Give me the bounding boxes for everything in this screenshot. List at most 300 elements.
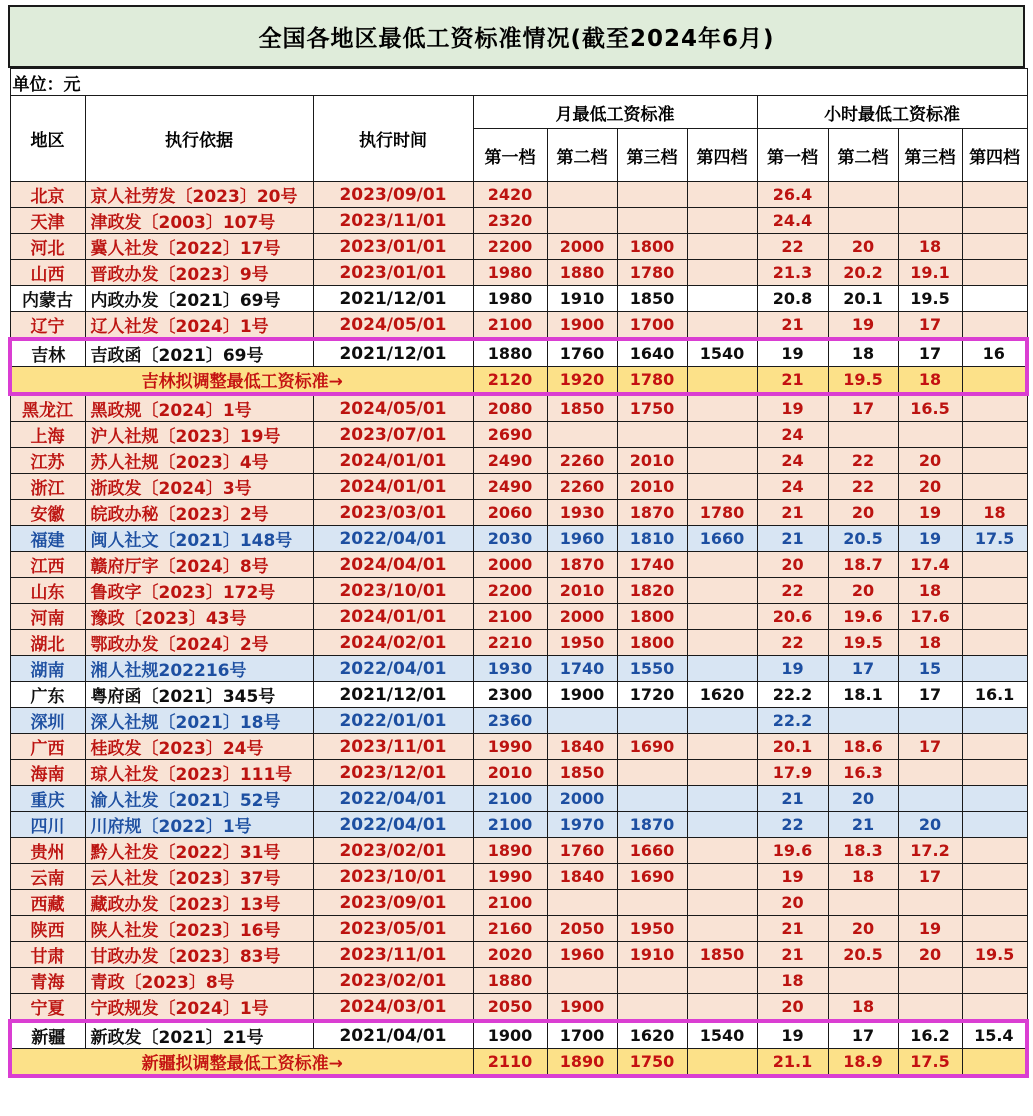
hourly-tier-1-cell: 21 <box>757 916 828 942</box>
monthly-tier-4-cell <box>687 260 757 286</box>
monthly-tier-1-cell: 2490 <box>473 448 547 474</box>
monthly-tier-3-cell <box>617 968 687 994</box>
monthly-tier-3-cell: 1660 <box>617 838 687 864</box>
hourly-tier-2-cell: 17 <box>828 394 898 422</box>
monthly-tier-1-cell: 1930 <box>473 656 547 682</box>
monthly-tier-2-cell: 1760 <box>547 838 617 864</box>
monthly-tier-1-cell: 1980 <box>473 260 547 286</box>
hourly-tier-3-cell: 17.5 <box>898 1049 962 1077</box>
hourly-tier-4-cell <box>962 208 1027 234</box>
monthly-tier-4-cell: 1780 <box>687 500 757 526</box>
region-cell: 贵州 <box>10 838 85 864</box>
monthly-tier-2-cell: 1840 <box>547 864 617 890</box>
hourly-tier-2-cell: 20 <box>828 916 898 942</box>
hourly-tier-1-cell: 20.6 <box>757 604 828 630</box>
basis-cell: 晋政办发〔2023〕9号 <box>85 260 313 286</box>
hourly-tier-1-cell: 19.6 <box>757 838 828 864</box>
monthly-tier-4-cell <box>687 312 757 340</box>
header-basis: 执行依据 <box>85 96 313 182</box>
monthly-tier-2-cell <box>547 890 617 916</box>
date-cell: 2023/07/01 <box>313 422 473 448</box>
table-row <box>10 208 1027 234</box>
date-cell: 2021/04/01 <box>313 1021 473 1049</box>
hourly-tier-3-cell: 17.4 <box>898 552 962 578</box>
table-row <box>10 734 1027 760</box>
table-row <box>10 916 1027 942</box>
header-hourly-tier-3: 第三档 <box>898 129 962 182</box>
hourly-tier-4-cell <box>962 864 1027 890</box>
monthly-tier-3-cell: 1870 <box>617 500 687 526</box>
hourly-tier-3-cell: 19.1 <box>898 260 962 286</box>
monthly-tier-2-cell: 2000 <box>547 786 617 812</box>
monthly-tier-4-cell <box>687 1049 757 1077</box>
hourly-tier-3-cell: 18 <box>898 578 962 604</box>
date-cell: 2024/04/01 <box>313 552 473 578</box>
monthly-tier-3-cell: 1750 <box>617 1049 687 1077</box>
basis-cell: 皖政办秘〔2023〕2号 <box>85 500 313 526</box>
region-cell: 四川 <box>10 812 85 838</box>
table-row <box>10 994 1027 1022</box>
monthly-tier-3-cell <box>617 890 687 916</box>
hourly-tier-3-cell: 20 <box>898 448 962 474</box>
hourly-tier-1-cell: 20 <box>757 890 828 916</box>
hourly-tier-2-cell: 22 <box>828 448 898 474</box>
header-region: 地区 <box>10 96 85 182</box>
monthly-tier-2-cell: 1930 <box>547 500 617 526</box>
hourly-tier-3-cell <box>898 182 962 208</box>
adjust-row <box>10 1049 1027 1077</box>
monthly-tier-3-cell: 1690 <box>617 734 687 760</box>
monthly-tier-2-cell <box>547 208 617 234</box>
hourly-tier-4-cell: 15.4 <box>962 1021 1027 1049</box>
basis-cell: 苏人社规〔2023〕4号 <box>85 448 313 474</box>
hourly-tier-1-cell: 19 <box>757 1021 828 1049</box>
monthly-tier-4-cell <box>687 630 757 656</box>
monthly-tier-2-cell: 1700 <box>547 1021 617 1049</box>
monthly-tier-2-cell: 1910 <box>547 286 617 312</box>
monthly-tier-3-cell <box>617 208 687 234</box>
date-cell: 2023/12/01 <box>313 760 473 786</box>
hourly-tier-4-cell: 17.5 <box>962 526 1027 552</box>
monthly-tier-3-cell: 1700 <box>617 312 687 340</box>
monthly-tier-2-cell: 2010 <box>547 578 617 604</box>
basis-cell: 深人社规〔2021〕18号 <box>85 708 313 734</box>
region-cell: 海南 <box>10 760 85 786</box>
monthly-tier-1-cell: 1990 <box>473 734 547 760</box>
monthly-tier-3-cell: 1810 <box>617 526 687 552</box>
monthly-tier-1-cell: 2300 <box>473 682 547 708</box>
date-cell: 2024/05/01 <box>313 394 473 422</box>
hourly-tier-3-cell: 19.5 <box>898 286 962 312</box>
date-cell: 2022/04/01 <box>313 526 473 552</box>
region-cell: 山东 <box>10 578 85 604</box>
monthly-tier-1-cell: 2200 <box>473 578 547 604</box>
monthly-tier-1-cell: 2080 <box>473 394 547 422</box>
monthly-tier-3-cell <box>617 786 687 812</box>
monthly-tier-4-cell <box>687 394 757 422</box>
region-cell: 山西 <box>10 260 85 286</box>
hourly-tier-1-cell: 21 <box>757 312 828 340</box>
date-cell: 2024/01/01 <box>313 604 473 630</box>
date-cell: 2023/11/01 <box>313 208 473 234</box>
region-cell: 北京 <box>10 182 85 208</box>
hourly-tier-4-cell <box>962 812 1027 838</box>
hourly-tier-1-cell: 24 <box>757 474 828 500</box>
hourly-tier-2-cell: 21 <box>828 812 898 838</box>
date-cell: 2023/03/01 <box>313 500 473 526</box>
hourly-tier-1-cell: 21 <box>757 500 828 526</box>
table-row <box>10 656 1027 682</box>
monthly-tier-4-cell <box>687 182 757 208</box>
hourly-tier-2-cell <box>828 890 898 916</box>
hourly-tier-1-cell: 17.9 <box>757 760 828 786</box>
hourly-tier-3-cell <box>898 422 962 448</box>
hourly-tier-1-cell: 24.4 <box>757 208 828 234</box>
header-date: 执行时间 <box>313 96 473 182</box>
header-group-row <box>10 96 1027 129</box>
monthly-tier-2-cell: 1880 <box>547 260 617 286</box>
header-hourly-tier-4: 第四档 <box>962 129 1027 182</box>
table-row <box>10 812 1027 838</box>
basis-cell: 川府规〔2022〕1号 <box>85 812 313 838</box>
hourly-tier-1-cell: 20 <box>757 552 828 578</box>
hourly-tier-3-cell: 16.2 <box>898 1021 962 1049</box>
monthly-tier-3-cell: 1550 <box>617 656 687 682</box>
hourly-tier-2-cell <box>828 968 898 994</box>
hourly-tier-2-cell: 18.1 <box>828 682 898 708</box>
date-cell: 2021/12/01 <box>313 286 473 312</box>
hourly-tier-3-cell: 18 <box>898 630 962 656</box>
hourly-tier-4-cell <box>962 1049 1027 1077</box>
unit-label: 单位：元 <box>10 69 1027 96</box>
monthly-tier-1-cell: 2320 <box>473 208 547 234</box>
monthly-tier-1-cell: 1990 <box>473 864 547 890</box>
monthly-tier-3-cell <box>617 708 687 734</box>
monthly-tier-2-cell <box>547 968 617 994</box>
hourly-tier-3-cell <box>898 786 962 812</box>
date-cell: 2024/01/01 <box>313 474 473 500</box>
hourly-tier-4-cell <box>962 708 1027 734</box>
hourly-tier-3-cell: 17 <box>898 864 962 890</box>
monthly-tier-3-cell: 1910 <box>617 942 687 968</box>
hourly-tier-3-cell: 19 <box>898 916 962 942</box>
monthly-tier-2-cell <box>547 422 617 448</box>
hourly-tier-3-cell: 15 <box>898 656 962 682</box>
hourly-tier-2-cell: 20.2 <box>828 260 898 286</box>
monthly-tier-3-cell <box>617 422 687 448</box>
region-cell: 云南 <box>10 864 85 890</box>
monthly-tier-2-cell: 1900 <box>547 682 617 708</box>
hourly-tier-1-cell: 20.8 <box>757 286 828 312</box>
basis-cell: 闽人社文〔2021〕148号 <box>85 526 313 552</box>
header-monthly-tier-3: 第三档 <box>617 129 687 182</box>
hourly-tier-2-cell <box>828 182 898 208</box>
hourly-tier-2-cell: 17 <box>828 656 898 682</box>
region-cell: 广西 <box>10 734 85 760</box>
hourly-tier-2-cell: 18.7 <box>828 552 898 578</box>
hourly-tier-2-cell: 20.5 <box>828 526 898 552</box>
minimum-wage-table <box>8 68 1029 1078</box>
hourly-tier-2-cell: 18.6 <box>828 734 898 760</box>
table-row <box>10 890 1027 916</box>
unit-row <box>10 69 1027 96</box>
region-cell: 江苏 <box>10 448 85 474</box>
hourly-tier-3-cell <box>898 708 962 734</box>
monthly-tier-4-cell <box>687 367 757 395</box>
basis-cell: 陕人社发〔2023〕16号 <box>85 916 313 942</box>
basis-cell: 冀人社发〔2022〕17号 <box>85 234 313 260</box>
monthly-tier-3-cell: 1640 <box>617 339 687 367</box>
monthly-tier-2-cell: 1870 <box>547 552 617 578</box>
monthly-tier-1-cell: 2360 <box>473 708 547 734</box>
monthly-tier-1-cell: 2490 <box>473 474 547 500</box>
region-cell: 新疆 <box>10 1021 85 1049</box>
region-cell: 浙江 <box>10 474 85 500</box>
hourly-tier-1-cell: 19 <box>757 864 828 890</box>
monthly-tier-2-cell: 1950 <box>547 630 617 656</box>
region-cell: 安徽 <box>10 500 85 526</box>
region-cell: 黑龙江 <box>10 394 85 422</box>
region-cell: 宁夏 <box>10 994 85 1022</box>
region-cell: 西藏 <box>10 890 85 916</box>
adjust-label-cell: 吉林拟调整最低工资标准→ <box>10 367 473 395</box>
basis-cell: 粤府函〔2021〕345号 <box>85 682 313 708</box>
monthly-tier-2-cell: 1840 <box>547 734 617 760</box>
basis-cell: 内政办发〔2021〕69号 <box>85 286 313 312</box>
monthly-tier-3-cell: 1800 <box>617 630 687 656</box>
monthly-tier-2-cell: 1900 <box>547 994 617 1022</box>
monthly-tier-1-cell: 2100 <box>473 786 547 812</box>
table-row <box>10 942 1027 968</box>
monthly-tier-2-cell: 1850 <box>547 394 617 422</box>
monthly-tier-4-cell <box>687 234 757 260</box>
table-row <box>10 682 1027 708</box>
hourly-tier-4-cell <box>962 968 1027 994</box>
monthly-tier-1-cell: 2200 <box>473 234 547 260</box>
hourly-tier-2-cell: 20.1 <box>828 286 898 312</box>
region-cell: 重庆 <box>10 786 85 812</box>
hourly-tier-4-cell <box>962 260 1027 286</box>
hourly-tier-3-cell: 20 <box>898 812 962 838</box>
hourly-tier-4-cell <box>962 994 1027 1022</box>
date-cell: 2024/01/01 <box>313 448 473 474</box>
hourly-tier-2-cell <box>828 208 898 234</box>
monthly-tier-2-cell: 1900 <box>547 312 617 340</box>
monthly-tier-4-cell <box>687 448 757 474</box>
table-row <box>10 786 1027 812</box>
hourly-tier-4-cell <box>962 838 1027 864</box>
monthly-tier-1-cell: 2030 <box>473 526 547 552</box>
hourly-tier-1-cell: 22 <box>757 812 828 838</box>
table-row <box>10 760 1027 786</box>
basis-cell: 青政〔2023〕8号 <box>85 968 313 994</box>
date-cell: 2024/03/01 <box>313 994 473 1022</box>
hourly-tier-4-cell <box>962 474 1027 500</box>
hourly-tier-3-cell: 19 <box>898 526 962 552</box>
table-row <box>10 552 1027 578</box>
hourly-tier-4-cell: 18 <box>962 500 1027 526</box>
basis-cell: 津政发〔2003〕107号 <box>85 208 313 234</box>
monthly-tier-1-cell: 2100 <box>473 812 547 838</box>
hourly-tier-1-cell: 20 <box>757 994 828 1022</box>
hourly-tier-4-cell <box>962 656 1027 682</box>
monthly-tier-2-cell: 1890 <box>547 1049 617 1077</box>
page-title: 全国各地区最低工资标准情况(截至2024年6月) <box>8 5 1025 68</box>
hourly-tier-1-cell: 26.4 <box>757 182 828 208</box>
hourly-tier-4-cell <box>962 286 1027 312</box>
region-cell: 内蒙古 <box>10 286 85 312</box>
table-row <box>10 526 1027 552</box>
monthly-tier-4-cell <box>687 578 757 604</box>
hourly-tier-1-cell: 19 <box>757 339 828 367</box>
monthly-tier-3-cell <box>617 760 687 786</box>
hourly-tier-3-cell <box>898 208 962 234</box>
monthly-tier-1-cell: 2020 <box>473 942 547 968</box>
date-cell: 2023/09/01 <box>313 182 473 208</box>
hourly-tier-3-cell: 20 <box>898 942 962 968</box>
date-cell: 2023/11/01 <box>313 734 473 760</box>
region-cell: 陕西 <box>10 916 85 942</box>
hourly-tier-4-cell <box>962 786 1027 812</box>
hourly-tier-1-cell: 21 <box>757 367 828 395</box>
monthly-tier-1-cell: 1890 <box>473 838 547 864</box>
hourly-tier-4-cell <box>962 367 1027 395</box>
basis-cell: 甘政办发〔2023〕83号 <box>85 942 313 968</box>
monthly-tier-2-cell: 1970 <box>547 812 617 838</box>
hourly-tier-2-cell: 20 <box>828 786 898 812</box>
monthly-tier-4-cell <box>687 474 757 500</box>
hourly-tier-1-cell: 22.2 <box>757 682 828 708</box>
hourly-tier-2-cell: 18 <box>828 339 898 367</box>
date-cell: 2023/10/01 <box>313 864 473 890</box>
monthly-tier-2-cell: 1960 <box>547 942 617 968</box>
date-cell: 2024/02/01 <box>313 630 473 656</box>
basis-cell: 沪人社规〔2023〕19号 <box>85 422 313 448</box>
hourly-tier-1-cell: 24 <box>757 422 828 448</box>
monthly-tier-3-cell: 1950 <box>617 916 687 942</box>
monthly-tier-2-cell: 1920 <box>547 367 617 395</box>
hourly-tier-2-cell: 20 <box>828 234 898 260</box>
header-hourly-group: 小时最低工资标准 <box>757 96 1027 129</box>
region-cell: 福建 <box>10 526 85 552</box>
monthly-tier-3-cell: 2010 <box>617 474 687 500</box>
hourly-tier-3-cell <box>898 994 962 1022</box>
header-monthly-tier-4: 第四档 <box>687 129 757 182</box>
adjust-row <box>10 367 1027 395</box>
date-cell: 2023/02/01 <box>313 968 473 994</box>
monthly-tier-4-cell: 1660 <box>687 526 757 552</box>
table-row <box>10 1021 1027 1049</box>
monthly-tier-3-cell: 1800 <box>617 234 687 260</box>
hourly-tier-3-cell <box>898 968 962 994</box>
monthly-tier-2-cell: 1850 <box>547 760 617 786</box>
table-row <box>10 422 1027 448</box>
monthly-tier-4-cell: 1850 <box>687 942 757 968</box>
hourly-tier-1-cell: 19 <box>757 656 828 682</box>
monthly-tier-2-cell: 1740 <box>547 656 617 682</box>
monthly-tier-1-cell: 2100 <box>473 312 547 340</box>
basis-cell: 琼人社发〔2023〕111号 <box>85 760 313 786</box>
table-body <box>10 182 1027 1077</box>
hourly-tier-1-cell: 21.3 <box>757 260 828 286</box>
date-cell: 2023/01/01 <box>313 234 473 260</box>
basis-cell: 黑政规〔2024〕1号 <box>85 394 313 422</box>
monthly-tier-3-cell: 1740 <box>617 552 687 578</box>
region-cell: 青海 <box>10 968 85 994</box>
region-cell: 吉林 <box>10 339 85 367</box>
table-row <box>10 604 1027 630</box>
basis-cell: 京人社劳发〔2023〕20号 <box>85 182 313 208</box>
basis-cell: 云人社发〔2023〕37号 <box>85 864 313 890</box>
date-cell: 2023/09/01 <box>313 890 473 916</box>
header-monthly-tier-1: 第一档 <box>473 129 547 182</box>
monthly-tier-1-cell: 1900 <box>473 1021 547 1049</box>
hourly-tier-1-cell: 18 <box>757 968 828 994</box>
table-row <box>10 578 1027 604</box>
monthly-tier-4-cell <box>687 422 757 448</box>
monthly-tier-1-cell: 2420 <box>473 182 547 208</box>
hourly-tier-3-cell: 19 <box>898 500 962 526</box>
table-row <box>10 339 1027 367</box>
table-row <box>10 474 1027 500</box>
hourly-tier-4-cell <box>962 552 1027 578</box>
hourly-tier-2-cell: 20.5 <box>828 942 898 968</box>
monthly-tier-1-cell: 2060 <box>473 500 547 526</box>
header-monthly-group: 月最低工资标准 <box>473 96 757 129</box>
table-row <box>10 500 1027 526</box>
table-row <box>10 448 1027 474</box>
hourly-tier-1-cell: 21 <box>757 786 828 812</box>
date-cell: 2021/12/01 <box>313 682 473 708</box>
hourly-tier-3-cell: 17 <box>898 734 962 760</box>
monthly-tier-1-cell: 2120 <box>473 367 547 395</box>
hourly-tier-1-cell: 21 <box>757 942 828 968</box>
hourly-tier-3-cell <box>898 890 962 916</box>
hourly-tier-1-cell: 22.2 <box>757 708 828 734</box>
region-cell: 深圳 <box>10 708 85 734</box>
basis-cell: 赣府厅字〔2024〕8号 <box>85 552 313 578</box>
basis-cell: 宁政规发〔2024〕1号 <box>85 994 313 1022</box>
monthly-tier-3-cell: 1870 <box>617 812 687 838</box>
basis-cell: 湘人社规202216号 <box>85 656 313 682</box>
hourly-tier-2-cell: 19.5 <box>828 630 898 656</box>
monthly-tier-1-cell: 2110 <box>473 1049 547 1077</box>
monthly-tier-4-cell <box>687 864 757 890</box>
date-cell: 2022/04/01 <box>313 786 473 812</box>
monthly-tier-4-cell <box>687 994 757 1022</box>
monthly-tier-4-cell: 1540 <box>687 339 757 367</box>
monthly-tier-1-cell: 2160 <box>473 916 547 942</box>
monthly-tier-4-cell <box>687 208 757 234</box>
date-cell: 2023/11/01 <box>313 942 473 968</box>
monthly-tier-2-cell <box>547 182 617 208</box>
hourly-tier-4-cell <box>962 734 1027 760</box>
monthly-tier-4-cell <box>687 968 757 994</box>
table-row <box>10 864 1027 890</box>
table-row <box>10 182 1027 208</box>
monthly-tier-4-cell <box>687 916 757 942</box>
monthly-tier-2-cell: 1760 <box>547 339 617 367</box>
basis-cell: 豫政〔2023〕43号 <box>85 604 313 630</box>
hourly-tier-3-cell: 17 <box>898 339 962 367</box>
monthly-tier-4-cell <box>687 890 757 916</box>
monthly-tier-3-cell: 1780 <box>617 367 687 395</box>
header-hourly-tier-1: 第一档 <box>757 129 828 182</box>
hourly-tier-2-cell <box>828 708 898 734</box>
region-cell: 广东 <box>10 682 85 708</box>
monthly-tier-2-cell: 2000 <box>547 234 617 260</box>
date-cell: 2023/10/01 <box>313 578 473 604</box>
